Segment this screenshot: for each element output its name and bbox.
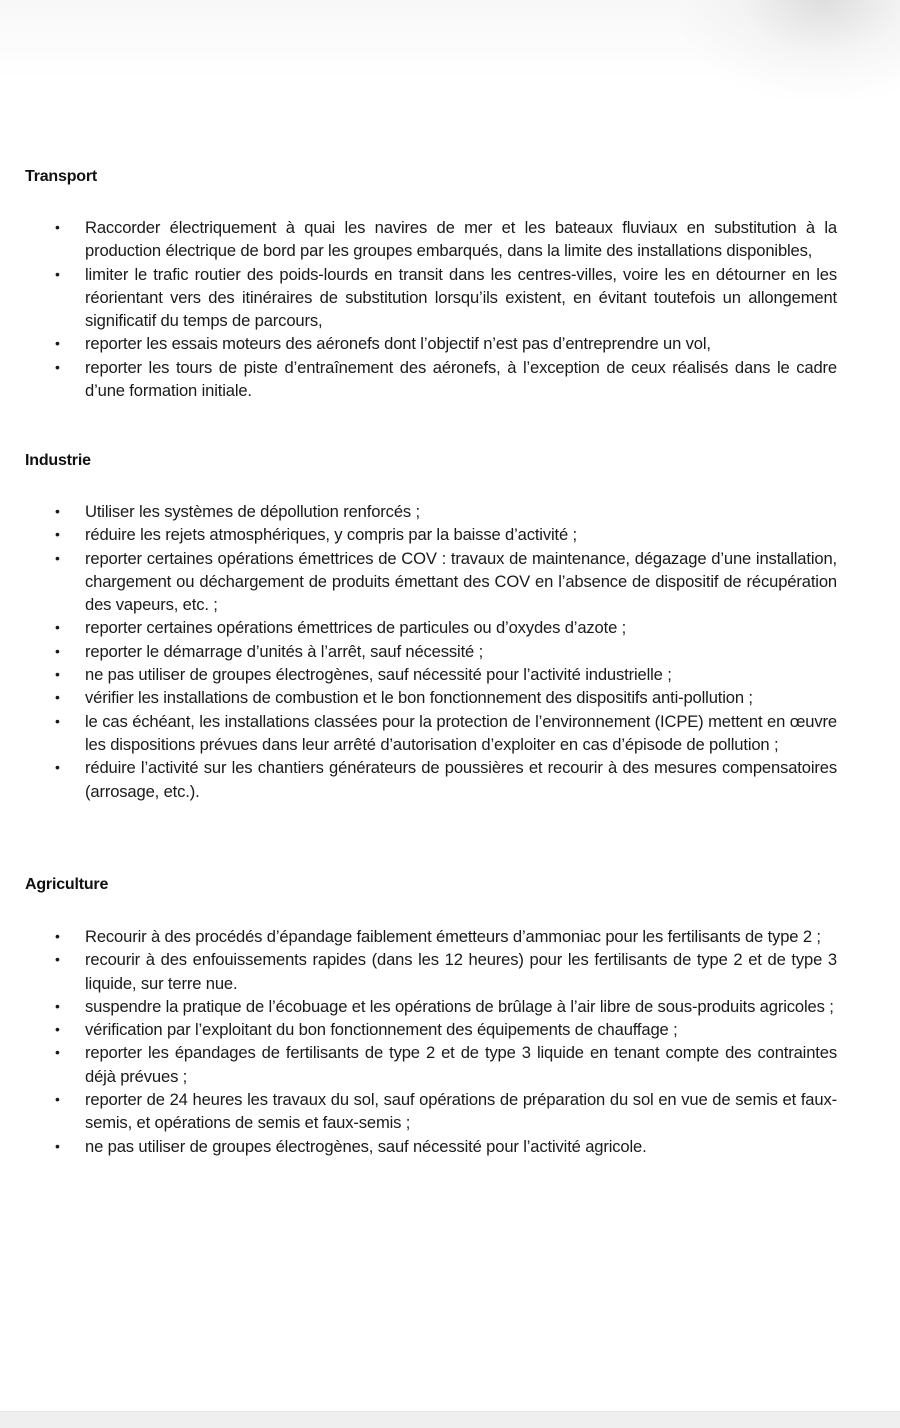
bullet-icon: • (55, 1137, 60, 1154)
bullet-icon: • (55, 712, 60, 729)
list-item: • ne pas utiliser de groupes électrogènes, sauf nécessité pour l’activité agricole. (0, 1135, 837, 1158)
list-item: • le cas échéant, les installations classées pour la protection de l’environnement (ICPE) mettent en œuvre les dispositions prévues dans leur arrêté d’autorisation d’exploiter en cas d’épisode de pollution ; (55, 711, 837, 754)
bullet-icon: • (55, 503, 60, 519)
bullet-icon: • (55, 526, 60, 543)
list-item: • recourir à des enfouissements rapides (dans les 12 heures) pour les fertilisants de type 2 et de type 3 liquide, sur terre nue. (55, 950, 837, 993)
bullet-icon: • (55, 666, 60, 683)
list-item: • ne pas utiliser de groupes électrogènes, sauf nécessité pour l’activité industrielle ; (0, 663, 837, 686)
agriculture-list (0, 925, 900, 1158)
bullet-icon: • (55, 265, 60, 282)
list-item: • suspendre la pratique de l’écobuage et les opérations de brûlage à l’air libre de sous-produits agricoles ; (0, 995, 837, 1018)
list-item: • reporter de 24 heures les travaux du sol, sauf opérations de préparation du sol en vue de semis et faux-semis, et opérations de semis et faux-semis ; (55, 1090, 837, 1133)
list-item: • reporter certaines opérations émettrices de particules ou d’oxydes d’azote ; (0, 616, 837, 639)
list-item: • reporter le démarrage d’unités à l’arrêt, sauf nécessité ; (0, 640, 837, 663)
bullet-icon: • (55, 335, 60, 352)
list-item: • réduire l’activité sur les chantiers générateurs de poussières et recourir à des mesures compensatoires (arrosage, etc.). (55, 758, 837, 801)
section-title-industrie: Industrie (25, 452, 91, 469)
list-item: • Utiliser les systèmes de dépollution renforcés ; (0, 500, 837, 523)
bullet-icon: • (55, 997, 60, 1014)
list-item: • reporter certaines opérations émettrices de COV : travaux de maintenance, dégazage d’une installation, chargement ou déchargement de produits émettant des COV en l’absence de dispositif de récupération des vapeurs, etc. ; (55, 548, 837, 615)
top-shadow (0, 0, 900, 80)
bullet-icon: • (55, 1021, 60, 1038)
bullet-icon: • (55, 219, 60, 235)
bullet-icon: • (55, 1091, 60, 1108)
bullet-icon: • (55, 759, 60, 776)
industrie-list (0, 500, 900, 803)
list-item: • limiter le trafic routier des poids-lourds en transit dans les centres-villes, voire les en détourner en les réorientant vers des itinéraires de substitution lorsqu’ils existent, en évitant toutefois un allongement significatif du temps de parcours, (55, 264, 837, 331)
bullet-icon: • (55, 928, 60, 944)
list-item: • réduire les rejets atmosphériques, y compris par la baisse d’activité ; (0, 523, 837, 546)
list-item: • reporter les tours de piste d’entraînement des aéronefs, à l’exception de ceux réalisés dans le cadre d’une formation initiale. (55, 357, 837, 401)
bullet-icon: • (55, 619, 60, 636)
list-item: • vérification par l’exploitant du bon fonctionnement des équipements de chauffage ; (0, 1018, 837, 1041)
list-item: • reporter les essais moteurs des aéronefs dont l’objectif n’est pas d’entreprendre un vol, (0, 332, 837, 355)
bullet-icon: • (55, 951, 60, 968)
list-item: • vérifier les installations de combustion et le bon fonctionnement des dispositifs anti-pollution ; (0, 686, 837, 709)
transport-list (0, 216, 900, 402)
bullet-icon: • (55, 689, 60, 706)
section-title-agriculture: Agriculture (25, 876, 109, 893)
bullet-icon: • (55, 642, 60, 659)
list-item: • Raccorder électriquement à quai les navires de mer et les bateaux fluviaux en substitution à la production électrique de bord par les groupes embarqués, dans la limite des installations disponibles, (55, 218, 837, 261)
bullet-icon: • (55, 549, 60, 566)
bottom-edge (0, 1411, 900, 1428)
list-item: • Recourir à des procédés d’épandage faiblement émetteurs d’ammoniac pour les fertilisants de type 2 ; (0, 925, 837, 948)
bullet-icon: • (55, 358, 60, 375)
section-title-transport: Transport (25, 168, 97, 185)
list-item: • reporter les épandages de fertilisants de type 2 et de type 3 liquide en tenant compte des contraintes déjà prévues ; (55, 1043, 837, 1086)
bullet-icon: • (55, 1044, 60, 1061)
